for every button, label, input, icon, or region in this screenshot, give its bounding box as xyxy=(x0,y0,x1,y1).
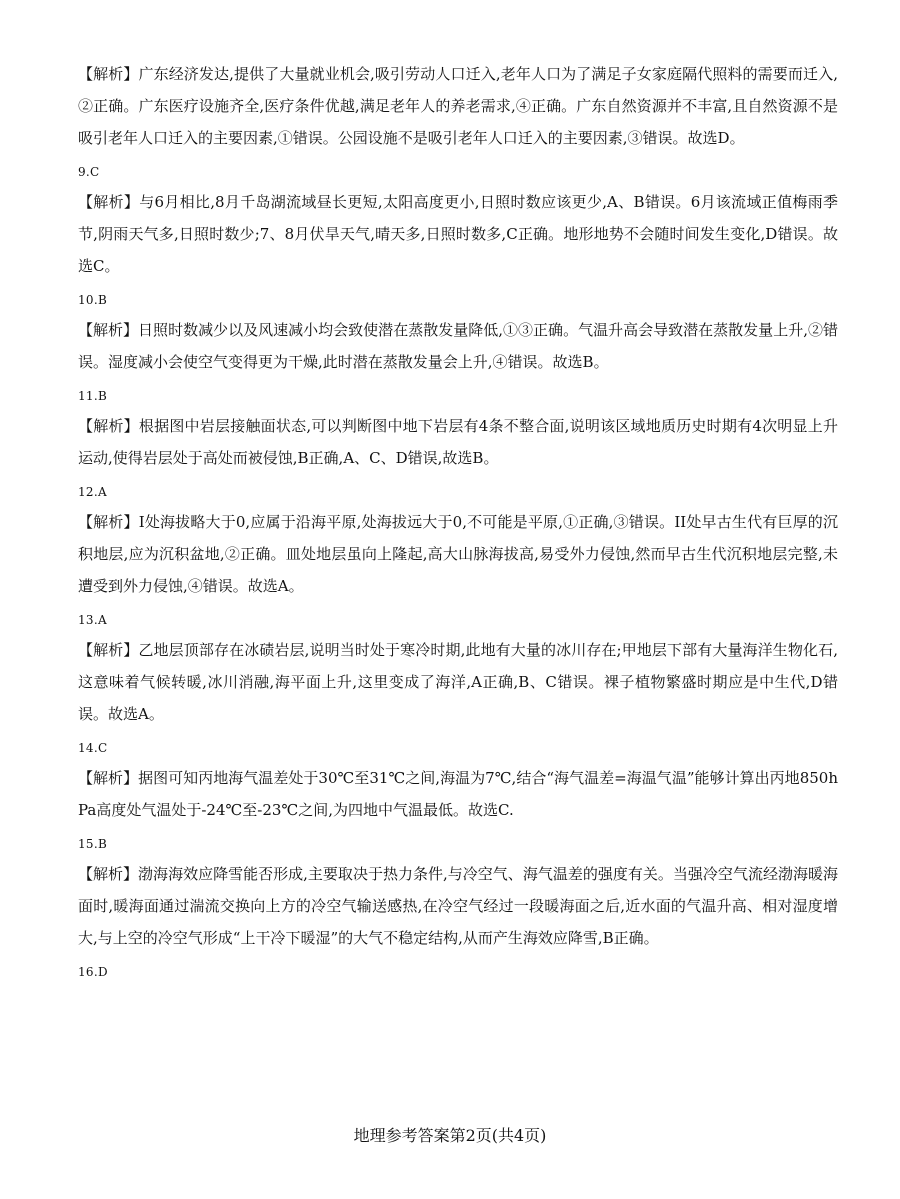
explanation-text: 据图可知丙地海气温差处于30℃至31℃之间,海温为7℃,结合“海气温差=海温气温”能够计算出丙地850hPa高度处气温处于-24℃至-23℃之间,为四地中气温最低。故选C. xyxy=(78,769,838,819)
answer-number-14: 14.C xyxy=(78,741,108,755)
answer-number-16: 16.D xyxy=(78,965,108,979)
explanation-text: 乙地层顶部存在冰碛岩层,说明当时处于寒冷时期,此地有大量的冰川存在;甲地层下部有大量海洋生物化石,这意味着气候转暖,冰川消融,海平面上升,这里变成了海洋,A正确,B、C错误。裸子植物繁盛时期应是中生代,D错误。故选A。 xyxy=(78,641,838,723)
explanation-15 xyxy=(78,858,838,954)
answer-number-12: 12.A xyxy=(78,485,107,499)
explanation-label: 【解析】 xyxy=(78,417,139,435)
explanation-10 xyxy=(78,314,838,378)
explanation-13 xyxy=(78,634,838,730)
explanation-label: 【解析】 xyxy=(78,513,139,531)
explanation-text: 渤海海效应降雪能否形成,主要取决于热力条件,与冷空气、海气温差的强度有关。当强冷空气流经渤海暖海面时,暖海面通过湍流交换向上方的冷空气输送感热,在冷空气经过一段暖海面之后,近水面的气温升高、相对湿度增大,与上空的冷空气形成“上干冷下暖湿”的大气不稳定结构,从而产生海效应降雪,B正确。 xyxy=(78,865,838,947)
answer-number-11: 11.B xyxy=(78,389,108,403)
explanation-text: 与6月相比,8月千岛湖流域昼长更短,太阳高度更小,日照时数应该更少,A、B错误。6月该流域正值梅雨季节,阴雨天气多,日照时数少;7、8月伏旱天气,晴天多,日照时数多,C正确。地形地势不会随时间发生变化,D错误。故选C。 xyxy=(78,193,838,275)
explanation-text: 根据图中岩层接触面状态,可以判断图中地下岩层有4条不整合面,说明该区域地质历史时期有4次明显上升运动,使得岩层处于高处而被侵蚀,B正确,A、C、D错误,故选B。 xyxy=(78,417,838,467)
explanation-12 xyxy=(78,506,838,602)
explanation-label: 【解析】 xyxy=(78,865,139,883)
answer-number-9: 9.C xyxy=(78,165,100,179)
explanation-label: 【解析】 xyxy=(78,321,139,339)
explanation-text: 广东经济发达,提供了大量就业机会,吸引劳动人口迁入,老年人口为了满足子女家庭隔代照料的需要而迁入,②正确。广东医疗设施齐全,医疗条件优越,满足老年人的养老需求,④正确。广东自然资源并不丰富,且自然资源不是吸引老年人口迁入的主要因素,①错误。公园设施不是吸引老年人口迁入的主要因素,③错误。故选D。 xyxy=(78,65,838,147)
explanation-8 xyxy=(78,58,838,154)
explanation-label: 【解析】 xyxy=(78,641,139,659)
page-footer: 地理参考答案第2页(共4页) xyxy=(353,1126,547,1145)
explanation-11 xyxy=(78,410,838,474)
answer-number-15: 15.B xyxy=(78,837,108,851)
explanation-text: I处海拔略大于0,应属于沿海平原,处海拔远大于0,不可能是平原,①正确,③错误。II处早古生代有巨厚的沉积地层,应为沉积盆地,②正确。皿处地层虽向上隆起,高大山脉海拔高,易受外力侵蚀,然而早古生代沉积地层完整,未遭受到外力侵蚀,④错误。故选A。 xyxy=(78,513,838,595)
explanation-label: 【解析】 xyxy=(78,769,139,787)
explanation-14 xyxy=(78,762,838,826)
answer-number-10: 10.B xyxy=(78,293,108,307)
answer-content xyxy=(78,58,838,986)
explanation-label: 【解析】 xyxy=(78,193,140,211)
answer-number-13: 13.A xyxy=(78,613,107,627)
explanation-9 xyxy=(78,186,838,282)
explanation-text: 日照时数减少以及风速减小均会致使潜在蒸散发量降低,①③正确。气温升高会导致潜在蒸散发量上升,②错误。湿度减小会使空气变得更为干燥,此时潜在蒸散发量会上升,④错误。故选B。 xyxy=(78,321,838,371)
explanation-label: 【解析】 xyxy=(78,65,139,83)
